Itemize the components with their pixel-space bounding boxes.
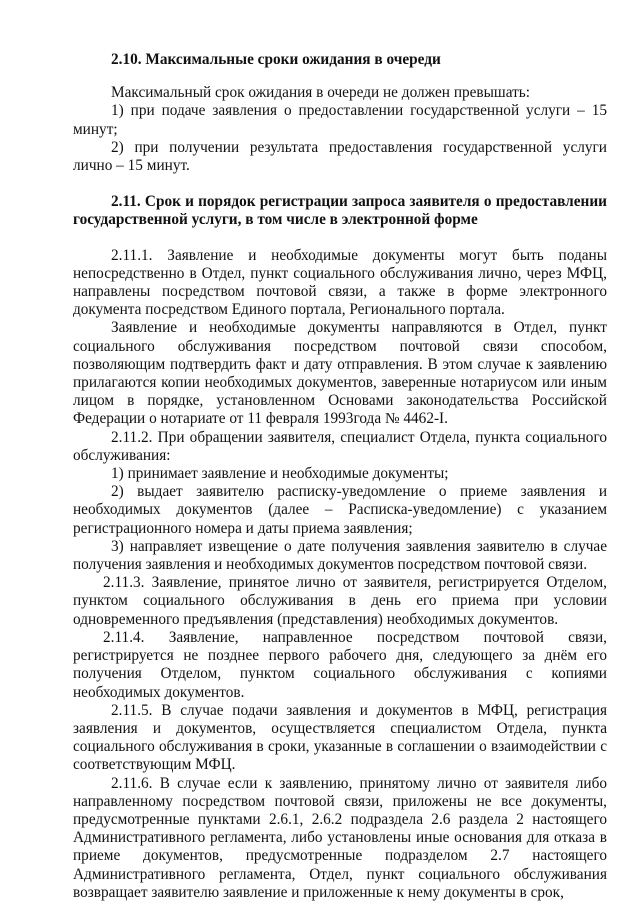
paragraph: Заявление и необходимые документы направляются в Отдел, пункт социального обслуживания посредством почтовой связи способом, позволяющим подтвердить факт и дату отправления. В этом случае к заявлению прилагаются копии необходимых документов, заверенные нотариусом или иным лицом в порядке, установленном Основами законодательства Российской Федерации о нотариате от 11 февраля 1993года № 4462-I.	[73, 319, 607, 428]
paragraph: 2.11.2. При обращении заявителя, специалист Отдела, пункта социального обслуживания:	[73, 428, 607, 464]
list-item: 3) направляет извещение о дате получения заявления заявителю в случае получения заявления и необходимых документов посредством почтовой связи.	[73, 537, 607, 574]
paragraph: Максимальный срок ожидания в очереди не должен превышать:	[111, 84, 531, 102]
paragraph: 2) при получении результата предоставления государственной услуги лично – 15 минут.	[73, 138, 607, 175]
list-item: 1) принимает заявление и необходимые документы;	[111, 465, 449, 483]
section-heading-2-10: 2.10. Максимальные сроки ожидания в очереди	[111, 51, 441, 68]
paragraph: 2.11.6. В случае если к заявлению, принятому лично от заявителя либо направленному посредством почтовой связи, приложены не все документы, предусмотренные пунктами 2.6.1, 2.6.2 подраздела 2.6 раздела 2 настоящего Административного регламента, либо установлены иные основания для отказа в приеме документов, предусмотренные подразделом 2.7 настоящего Административного регламента, Отдел, пункт социального обслуживания возвращает заявителю заявление и приложенные к нему документы в срок,	[73, 774, 607, 901]
list-item: 2) выдает заявителю расписку-уведомление о приеме заявления и необходимых документов (далее – Расписка-уведомление) с указанием регистрационного номера и даты приема заявления;	[73, 483, 607, 537]
paragraph: 2.11.1. Заявление и необходимые документы могут быть поданы непосредственно в Отдел, пункт социального обслуживания лично, через МФЦ, направлены посредством почтовой связи, а также в форме электронного документа посредством Единого портала, Регионального портала.	[73, 246, 607, 319]
paragraph: 2.11.4. Заявление, направленное посредством почтовой связи, регистрируется не позднее первого рабочего дня, следующего за днём его получения Отделом, пунктом социального обслуживания с копиями необходимых документов.	[73, 628, 607, 701]
section-heading-2-11: 2.11. Срок и порядок регистрации запроса заявителя о предоставлении государственной услуги, в том числе в электронной форме	[73, 193, 607, 229]
paragraph: 2.11.5. В случае подачи заявления и документов в МФЦ, регистрация заявления и документов, осуществляется специалистом Отдела, пункта социального обслуживания в сроки, указанные в соглашении о взаимодействии с соответствующим МФЦ.	[73, 701, 607, 774]
paragraph: 1) при подаче заявления о предоставлении государственной услуги – 15 минут;	[73, 102, 607, 138]
paragraph: 2.11.3. Заявление, принятое лично от заявителя, регистрируется Отделом, пунктом социального обслуживания в день его приема при условии одновременного предъявления (представления) необходимых документов.	[73, 574, 607, 628]
